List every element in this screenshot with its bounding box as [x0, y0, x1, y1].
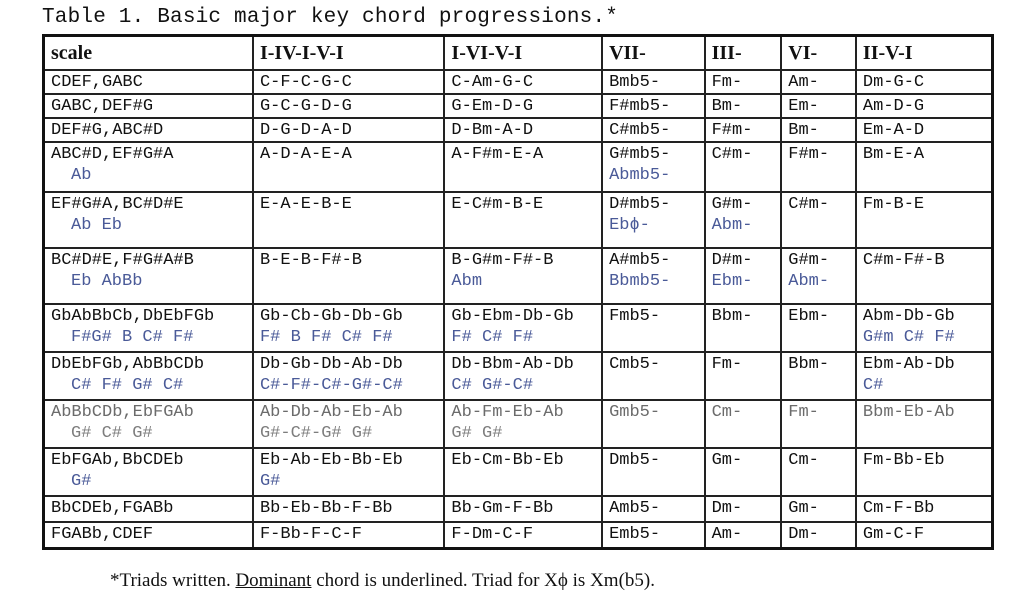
cell-main-text: Dm- [788, 525, 819, 544]
cell-main-text: A-D-A-E-A [259, 145, 352, 164]
cell-enharmonic-text: C#-F#-C#-G#-C# [259, 376, 403, 395]
cell-VI [781, 248, 856, 304]
cell-VI [781, 118, 856, 142]
cell-scale [44, 118, 253, 142]
cell-main-text: C-F-C-G-C [259, 73, 352, 92]
cell-main-text: C-Am-G-C [451, 73, 534, 92]
cell-VII [602, 192, 705, 248]
cell-III [705, 118, 782, 142]
table-row [44, 400, 993, 448]
cell-main-text: Am-D-G [862, 97, 925, 116]
cell-main-text: DEF#G,ABC#D [51, 121, 164, 140]
table-row [44, 522, 993, 548]
cell-main-text: Fm-Bb-Eb [862, 451, 945, 470]
cell-VI [781, 94, 856, 118]
cell-VI [781, 304, 856, 352]
cell-main-text: Gb-Cb-Gb-Db-Gb [259, 307, 403, 326]
cell-enharmonic-text: Bbmb5- [609, 272, 671, 291]
cell-main-text: E-A-E-B-E [259, 195, 352, 214]
cell-main-text: Bbm- [788, 355, 830, 374]
cell-main-text: G#m- [711, 195, 753, 214]
cell-VI [781, 142, 856, 192]
cell-main-text: EbFGAb,BbCDEb [51, 451, 184, 470]
footnote [110, 570, 655, 592]
cell-main-text: Amb5- [609, 499, 661, 518]
cell-main-text: A-F#m-E-A [451, 145, 544, 164]
cell-I-VI-V-I [444, 304, 602, 352]
cell-enharmonic-text: C# [862, 376, 884, 395]
cell-main-text: AbBbCDb,EbFGAb [51, 403, 194, 422]
cell-enharmonic-text: Ab Eb [71, 216, 123, 235]
cell-II-V-I [856, 94, 993, 118]
cell-VII [602, 248, 705, 304]
cell-III [705, 352, 782, 400]
cell-main-text: Fm- [788, 403, 819, 422]
cell-main-text: Emb5- [609, 525, 661, 544]
cell-main-text: Cm- [711, 403, 743, 422]
cell-main-text: Em- [788, 97, 819, 116]
cell-I-IV-I-V-I [253, 94, 444, 118]
cell-main-text: FGABb,CDEF [51, 525, 154, 544]
cell-II-V-I [856, 304, 993, 352]
cell-main-text: Bmb5- [609, 73, 661, 92]
cell-II-V-I [856, 70, 993, 94]
cell-VII [602, 400, 705, 448]
cell-main-text: Bm-E-A [862, 145, 925, 164]
cell-VI [781, 522, 856, 548]
cell-main-text: Fm-B-E [862, 195, 925, 214]
cell-main-text: Abm-Db-Gb [862, 307, 955, 326]
cell-main-text: C#m- [788, 195, 830, 214]
cell-I-VI-V-I [444, 496, 602, 522]
cell-I-VI-V-I [444, 192, 602, 248]
cell-II-V-I [856, 142, 993, 192]
cell-main-text: C#m-F#-B [862, 251, 945, 270]
cell-I-IV-I-V-I [253, 118, 444, 142]
cell-VII [602, 94, 705, 118]
cell-II-V-I [856, 118, 993, 142]
cell-III [705, 448, 782, 496]
cell-VII [602, 142, 705, 192]
cell-enharmonic-text: G#-C#-G# G# [259, 424, 373, 443]
cell-VI [781, 70, 856, 94]
cell-main-text: Bb-Gm-F-Bb [451, 499, 554, 518]
cell-main-text: GABC,DEF#G [51, 97, 154, 116]
cell-main-text: Dm-G-C [862, 73, 925, 92]
cell-main-text: DbEbFGb,AbBbCDb [51, 355, 205, 374]
cell-main-text: CDEF,GABC [51, 73, 143, 92]
cell-main-text: Db-Gb-Db-Ab-Db [259, 355, 403, 374]
cell-III [705, 70, 782, 94]
cell-VII [602, 118, 705, 142]
header-row [44, 36, 993, 71]
table-row [44, 448, 993, 496]
table-row [44, 192, 993, 248]
cell-main-text: Gb-Ebm-Db-Gb [451, 307, 574, 326]
cell-I-VI-V-I [444, 248, 602, 304]
cell-main-text: Eb-Cm-Bb-Eb [451, 451, 564, 470]
table-row [44, 70, 993, 94]
table-row [44, 248, 993, 304]
cell-enharmonic-text: Abm [451, 272, 483, 291]
cell-I-IV-I-V-I [253, 352, 444, 400]
cell-enharmonic-text: G# C# G# [71, 424, 153, 443]
cell-enharmonic-text: Eb AbBb [71, 272, 143, 291]
footnote-dominant-word: Dominant [235, 570, 312, 591]
cell-main-text: D-G-D-A-D [259, 121, 352, 140]
chord-progression-table [42, 34, 994, 550]
cell-main-text: G-Em-D-G [451, 97, 534, 116]
cell-II-V-I [856, 400, 993, 448]
cell-VI [781, 496, 856, 522]
cell-main-text: G#mb5- [609, 145, 671, 164]
cell-II-V-I [856, 496, 993, 522]
cell-I-VI-V-I [444, 448, 602, 496]
cell-scale [44, 496, 253, 522]
cell-I-IV-I-V-I [253, 248, 444, 304]
cell-main-text: Am- [788, 73, 819, 92]
cell-enharmonic-text: F# C# F# [451, 328, 534, 347]
cell-main-text: Dmb5- [609, 451, 661, 470]
cell-main-text: Bm- [711, 97, 743, 116]
cell-main-text: Fmb5- [609, 307, 661, 326]
table-caption: Table 1. Basic major key chord progressions.* [42, 6, 619, 29]
cell-scale [44, 192, 253, 248]
cell-main-text: F-Dm-C-F [451, 525, 534, 544]
cell-main-text: D#m- [711, 251, 753, 270]
cell-main-text: ABC#D,EF#G#A [51, 145, 174, 164]
cell-main-text: B-E-B-F#-B [259, 251, 363, 270]
cell-main-text: Ab-Fm-Eb-Ab [451, 403, 564, 422]
header-scale: scale [44, 36, 253, 71]
header-VII: VII- [602, 36, 705, 71]
cell-scale [44, 70, 253, 94]
cell-enharmonic-text: F# B F# C# F# [259, 328, 393, 347]
cell-I-VI-V-I [444, 70, 602, 94]
cell-I-IV-I-V-I [253, 142, 444, 192]
cell-VI [781, 448, 856, 496]
cell-main-text: Cm- [788, 451, 819, 470]
cell-scale [44, 448, 253, 496]
cell-main-text: Gmb5- [609, 403, 661, 422]
cell-enharmonic-text: Ab [71, 166, 92, 185]
cell-main-text: GbAbBbCb,DbEbFGb [51, 307, 215, 326]
cell-scale [44, 352, 253, 400]
cell-I-VI-V-I [444, 94, 602, 118]
cell-main-text: Db-Bbm-Ab-Db [451, 355, 574, 374]
cell-main-text: F#m- [711, 121, 753, 140]
cell-scale [44, 94, 253, 118]
cell-I-VI-V-I [444, 142, 602, 192]
cell-VI [781, 352, 856, 400]
table-row [44, 94, 993, 118]
cell-enharmonic-text: G# G# [451, 424, 503, 443]
header-III: III- [705, 36, 782, 71]
cell-III [705, 142, 782, 192]
cell-main-text: D-Bm-A-D [451, 121, 534, 140]
cell-scale [44, 142, 253, 192]
header-II-V-I: II-V-I [856, 36, 993, 71]
cell-II-V-I [856, 248, 993, 304]
cell-VI [781, 192, 856, 248]
cell-III [705, 496, 782, 522]
cell-main-text: Bbm- [711, 307, 753, 326]
cell-main-text: Bb-Eb-Bb-F-Bb [259, 499, 393, 518]
table-row [44, 304, 993, 352]
cell-main-text: Bbm-Eb-Ab [862, 403, 955, 422]
cell-main-text: Am- [711, 525, 743, 544]
cell-main-text: A#mb5- [609, 251, 671, 270]
cell-enharmonic-text: C# F# G# C# [71, 376, 184, 395]
cell-scale [44, 522, 253, 548]
cell-main-text: F#m- [788, 145, 830, 164]
cell-main-text: G-C-G-D-G [259, 97, 352, 116]
cell-main-text: Ebm-Ab-Db [862, 355, 955, 374]
cell-enharmonic-text: G#m C# F# [862, 328, 955, 347]
cell-enharmonic-text: C# G#-C# [451, 376, 534, 395]
cell-main-text: Fm- [711, 355, 743, 374]
table-row [44, 142, 993, 192]
cell-main-text: D#mb5- [609, 195, 671, 214]
cell-main-text: Dm- [711, 499, 743, 518]
cell-main-text: BC#D#E,F#G#A#B [51, 251, 194, 270]
footnote-text-end: chord is underlined. Triad for Xϕ is Xm(b5). [311, 570, 655, 591]
footnote-text-start: *Triads written. [110, 570, 236, 591]
cell-main-text: C#m- [711, 145, 753, 164]
cell-main-text: E-C#m-B-E [451, 195, 544, 214]
table-row [44, 118, 993, 142]
cell-main-text: Bm- [788, 121, 819, 140]
cell-enharmonic-text: Abmb5- [609, 166, 671, 185]
cell-main-text: Gm-C-F [862, 525, 925, 544]
cell-III [705, 304, 782, 352]
cell-main-text: Ebm- [788, 307, 830, 326]
cell-main-text: Eb-Ab-Eb-Bb-Eb [259, 451, 403, 470]
cell-I-IV-I-V-I [253, 70, 444, 94]
cell-I-VI-V-I [444, 522, 602, 548]
table-body [44, 70, 993, 548]
cell-VII [602, 70, 705, 94]
cell-I-VI-V-I [444, 118, 602, 142]
cell-main-text: B-G#m-F#-B [451, 251, 554, 270]
cell-II-V-I [856, 522, 993, 548]
cell-VII [602, 496, 705, 522]
cell-enharmonic-text: G# [259, 472, 281, 491]
cell-I-IV-I-V-I [253, 304, 444, 352]
cell-VII [602, 448, 705, 496]
cell-VII [602, 352, 705, 400]
cell-main-text: Ab-Db-Ab-Eb-Ab [259, 403, 403, 422]
cell-III [705, 400, 782, 448]
cell-main-text: BbCDEb,FGABb [51, 499, 174, 518]
cell-main-text: C#mb5- [609, 121, 671, 140]
cell-enharmonic-text: F#G# B C# F# [71, 328, 194, 347]
cell-I-IV-I-V-I [253, 192, 444, 248]
cell-III [705, 248, 782, 304]
cell-main-text: Gm- [711, 451, 743, 470]
cell-enharmonic-text: Abm- [788, 272, 830, 291]
cell-main-text: EF#G#A,BC#D#E [51, 195, 184, 214]
cell-main-text: Em-A-D [862, 121, 925, 140]
cell-enharmonic-text: Abm- [711, 216, 753, 235]
cell-III [705, 192, 782, 248]
header-I-VI-V-I: I-VI-V-I [444, 36, 602, 71]
header-VI: VI- [781, 36, 856, 71]
cell-II-V-I [856, 192, 993, 248]
cell-VII [602, 304, 705, 352]
cell-main-text: F#mb5- [609, 97, 671, 116]
cell-enharmonic-text: G# [71, 472, 92, 491]
cell-main-text: G#m- [788, 251, 830, 270]
cell-I-IV-I-V-I [253, 448, 444, 496]
cell-main-text: Cmb5- [609, 355, 661, 374]
cell-III [705, 94, 782, 118]
cell-main-text: Cm-F-Bb [862, 499, 935, 518]
cell-I-IV-I-V-I [253, 400, 444, 448]
cell-VII [602, 522, 705, 548]
cell-enharmonic-text: Ebm- [711, 272, 753, 291]
cell-main-text: Fm- [711, 73, 743, 92]
cell-I-VI-V-I [444, 352, 602, 400]
cell-I-IV-I-V-I [253, 522, 444, 548]
cell-main-text: F-Bb-F-C-F [259, 525, 363, 544]
cell-scale [44, 304, 253, 352]
header-I-IV-I-V-I: I-IV-I-V-I [253, 36, 444, 71]
cell-scale [44, 400, 253, 448]
table-row [44, 352, 993, 400]
cell-II-V-I [856, 448, 993, 496]
cell-scale [44, 248, 253, 304]
cell-II-V-I [856, 352, 993, 400]
cell-enharmonic-text: Ebϕ- [609, 216, 650, 235]
cell-III [705, 522, 782, 548]
cell-I-VI-V-I [444, 400, 602, 448]
cell-VI [781, 400, 856, 448]
table-row [44, 496, 993, 522]
cell-main-text: Gm- [788, 499, 819, 518]
cell-I-IV-I-V-I [253, 496, 444, 522]
